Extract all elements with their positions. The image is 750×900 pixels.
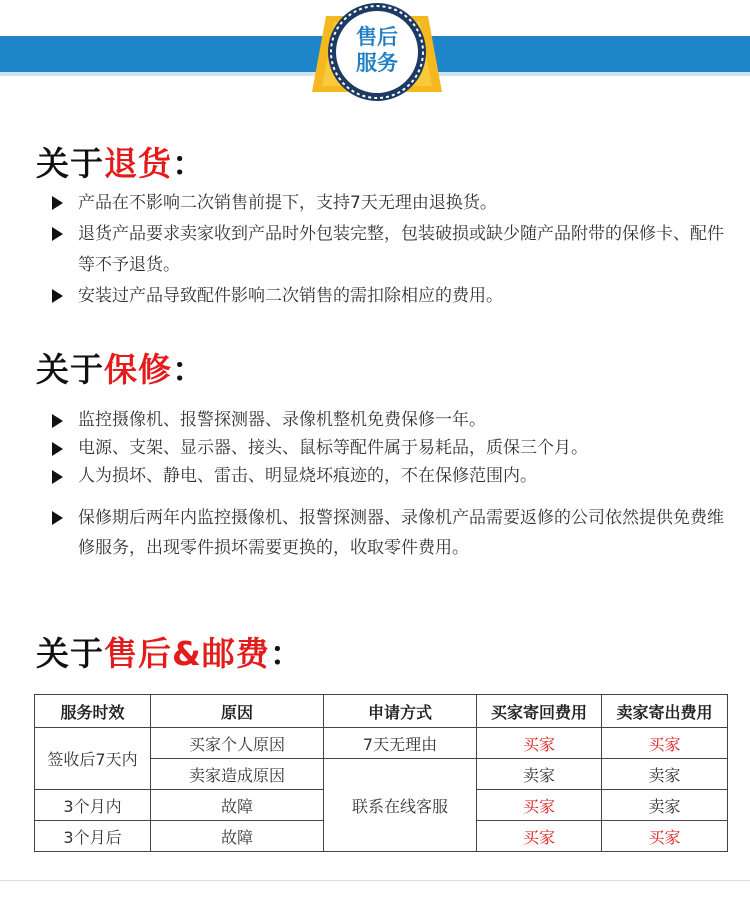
column-header: 申请方式 [324,695,477,728]
ship-fee-cell: 买家 [602,728,728,759]
period-cell: 签收后7天内 [35,728,151,790]
return-fee-cell: 卖家 [477,759,602,790]
warranty-heading-highlight: 保修 [104,350,172,389]
period-cell: 3个月内 [35,790,151,821]
list-item: 电源、支架、显示器、接头、鼠标等配件属于易耗品，质保三个月。 [50,434,730,462]
badge-line-2: 服务 [356,51,398,75]
list-item: 保修期后两年内监控摄像机、报警探测器、录像机产品需要返修的公司依然提供免费维修服务，出现零件损坏需要更换的，收取零件费用。 [50,503,730,563]
bottom-divider [0,880,750,881]
method-cell: 联系在线客服 [324,759,477,852]
ship-fee-cell: 买家 [602,821,728,852]
column-header: 卖家寄出费用 [602,695,728,728]
list-item: 人为损坏、静电、雷击、明显烧坏痕迹的，不在保修范围内。 [50,462,730,490]
returns-heading-suffix: ： [172,144,206,183]
returns-list [50,188,730,312]
reason-cell: 卖家造成原因 [151,759,324,790]
shipping-heading-highlight: 售后&邮费 [104,634,270,673]
method-cell: 7天无理由 [324,728,477,759]
list-item: 退货产品要求卖家收到产品时外包装完整，包装破损或缺少随产品附带的保修卡、配件等不予退货。 [50,219,730,281]
shipping-heading-prefix: 关于 [36,634,104,673]
reason-cell: 买家个人原因 [151,728,324,759]
reason-cell: 故障 [151,821,324,852]
badge-line-1: 售后 [356,25,398,49]
column-header: 原因 [151,695,324,728]
after-sales-badge [306,2,448,106]
after-sales-fee-table [34,694,728,852]
column-header: 买家寄回费用 [477,695,602,728]
return-fee-cell: 买家 [477,790,602,821]
list-item: 安装过产品导致配件影响二次销售的需扣除相应的费用。 [50,281,730,312]
shipping-heading [36,628,304,675]
return-fee-cell: 买家 [477,821,602,852]
period-cell: 3个月后 [35,821,151,852]
ship-fee-cell: 卖家 [602,790,728,821]
column-header: 服务时效 [35,695,151,728]
warranty-heading [36,344,206,391]
ship-fee-cell: 卖家 [602,759,728,790]
returns-heading-highlight: 退货 [104,144,172,183]
badge-text [306,24,448,76]
list-item: 产品在不影响二次销售前提下，支持7天无理由退换货。 [50,188,730,219]
table-header-row [35,695,728,728]
returns-heading-prefix: 关于 [36,144,104,183]
returns-heading [36,138,206,185]
warranty-heading-suffix: ： [172,350,206,389]
warranty-extra-list [50,503,730,563]
shipping-heading-suffix: ： [269,634,304,673]
warranty-heading-prefix: 关于 [36,350,104,389]
list-item: 监控摄像机、报警探测器、录像机整机免费保修一年。 [50,406,730,434]
warranty-list [50,406,730,490]
table-row [35,728,728,759]
reason-cell: 故障 [151,790,324,821]
return-fee-cell: 买家 [477,728,602,759]
